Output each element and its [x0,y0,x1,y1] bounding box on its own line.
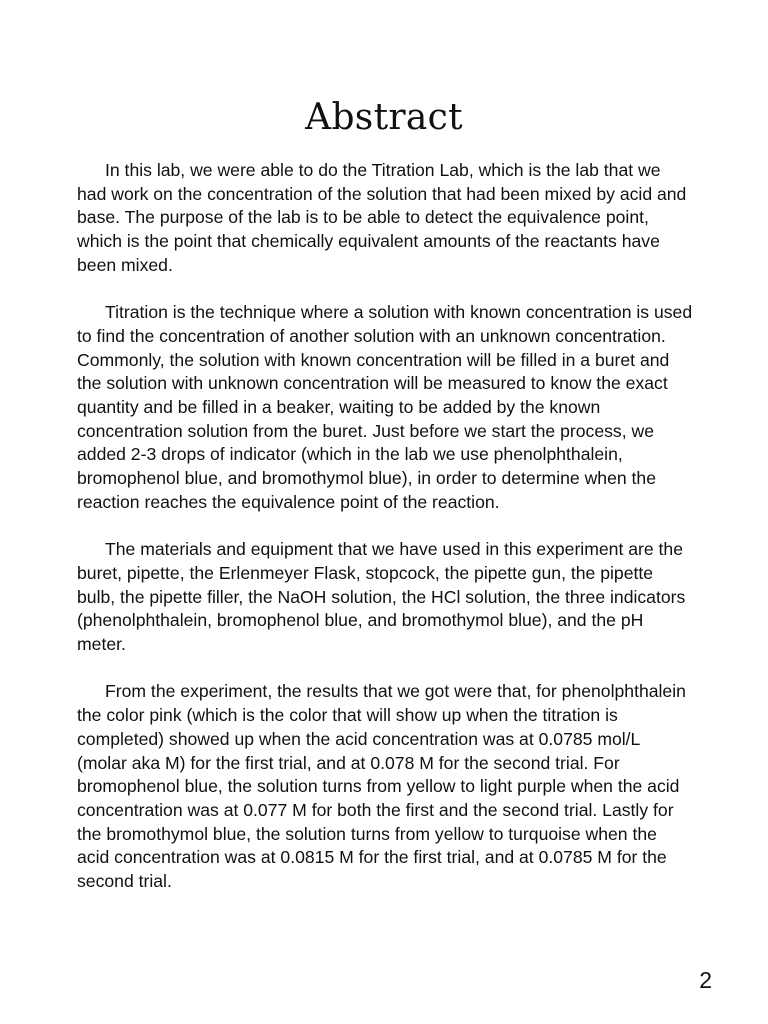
abstract-body [77,159,693,917]
page-number: 2 [699,967,712,993]
page-title: Abstract [305,97,463,139]
abstract-paragraph-1: In this lab, we were able to do the Titration Lab, which is the lab that we had work on the concentration of the solution that had been mixed by acid and base. The purpose of the lab is to be able to detect the equivalence point, which is the point that chemically equivalent amounts of the reactants have been mixed. [77,160,687,275]
abstract-paragraph-3: The materials and equipment that we have used in this experiment are the buret, pipette, the Erlenmeyer Flask, stopcock, the pipette gun, the pipette bulb, the pipette filler, the NaOH solution, the HCl solution, the three indicators (phenolphthalein, bromophenol blue, and bromothymol blue), and the pH meter. [77,539,686,655]
abstract-paragraph-2: Titration is the technique where a solution with known concentration is used to find the concentration of another solution with an unknown concentration. Commonly, the solution with known concentration will be filled in a buret and the solution with unknown concentration will be measured to know the exact quantity and be filled in a beaker, waiting to be added by the known concentration solution from the buret. Just before we start the process, we added 2-3 drops of indicator (which in the lab we use phenolphthalein, bromophenol blue, and bromothymol blue), in order to determine when the reaction reaches the equivalence point of the reaction. [77,302,693,512]
abstract-paragraph-4: From the experiment, the results that we got were that, for phenolphthalein the color pink (which is the color that will show up when the titration is completed) showed up when the acid concentration was at 0.0785 mol/L (molar aka M) for the first trial, and at 0.078 M for the second trial. For bromophenol blue, the solution turns from yellow to light purple when the acid concentration was at 0.077 M for both the first and the second trial. Lastly for the bromothymol blue, the solution turns from yellow to turquoise when the acid concentration was at 0.0815 M for the first trial, and at 0.0785 M for the second trial. [77,681,686,892]
